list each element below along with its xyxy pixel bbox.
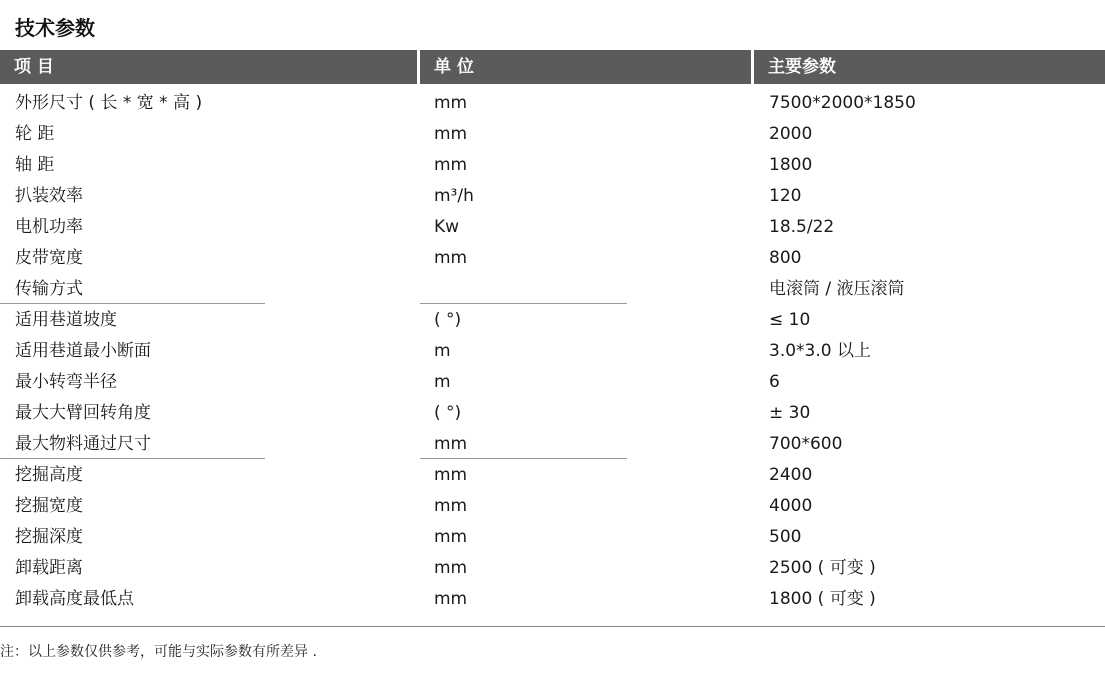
- table-row: [0, 88, 1105, 119]
- cell-unit: mm: [434, 124, 468, 144]
- cell-item: 卸载距离: [15, 558, 83, 578]
- cell-item: 最小转弯半径: [15, 372, 117, 392]
- cell-value: 2500 ( 可变 ): [769, 558, 876, 578]
- cell-item: 适用巷道坡度: [15, 310, 117, 330]
- table-row: [0, 491, 1105, 522]
- table-row: [0, 429, 1105, 460]
- cell-value: 2000: [769, 124, 813, 144]
- cell-unit: mm: [434, 155, 468, 175]
- group-divider: [0, 303, 265, 304]
- header-label-value: 主要参数: [768, 57, 836, 77]
- table-bottom-border: [0, 626, 1105, 627]
- group-divider: [420, 303, 627, 304]
- cell-value: 1800: [769, 155, 813, 175]
- table-row: [0, 367, 1105, 398]
- cell-value: 18.5/22: [769, 217, 835, 237]
- cell-unit: ( °): [434, 403, 462, 423]
- cell-value: 7500*2000*1850: [769, 93, 916, 113]
- table-row: [0, 553, 1105, 584]
- cell-value: 2400: [769, 465, 813, 485]
- header-cell-value: [754, 50, 1105, 84]
- cell-item: 卸载高度最低点: [15, 589, 134, 609]
- cell-item: 电机功率: [15, 217, 83, 237]
- cell-unit: ( °): [434, 310, 462, 330]
- table-row: [0, 181, 1105, 212]
- cell-value: 1800 ( 可变 ): [769, 589, 876, 609]
- header-label-unit: 单 位: [434, 57, 474, 77]
- table-header: [0, 50, 1105, 84]
- cell-value: ≤ 10: [769, 310, 811, 330]
- cell-unit: Kw: [434, 217, 460, 237]
- cell-item: 最大物料通过尺寸: [15, 434, 151, 454]
- cell-unit: mm: [434, 589, 468, 609]
- cell-item: 挖掘宽度: [15, 496, 83, 516]
- footnote: 注：以上参数仅供参考，可能与实际参数有所差异 .: [0, 644, 317, 660]
- cell-value: 700*600: [769, 434, 843, 454]
- cell-item: 传输方式: [15, 279, 83, 299]
- table-row: [0, 522, 1105, 553]
- cell-value: 6: [769, 372, 780, 392]
- cell-unit: mm: [434, 434, 468, 454]
- cell-item: 挖掘深度: [15, 527, 83, 547]
- header-cell-item: [0, 50, 417, 84]
- cell-item: 挖掘高度: [15, 465, 83, 485]
- cell-value: ± 30: [769, 403, 811, 423]
- table-row: [0, 398, 1105, 429]
- header-cell-unit: [420, 50, 751, 84]
- cell-value: 800: [769, 248, 802, 268]
- table-body: [0, 88, 1105, 615]
- cell-unit: mm: [434, 248, 468, 268]
- table-row: [0, 305, 1105, 336]
- cell-value: 120: [769, 186, 802, 206]
- table-row: [0, 460, 1105, 491]
- cell-item: 皮带宽度: [15, 248, 83, 268]
- cell-value: 电滚筒 / 液压滚筒: [769, 279, 905, 299]
- cell-unit: m: [434, 341, 451, 361]
- cell-item: 外形尺寸 ( 长 * 宽 * 高 ): [15, 93, 203, 113]
- table-row: [0, 212, 1105, 243]
- cell-unit: m: [434, 372, 451, 392]
- cell-item: 最大大臂回转角度: [15, 403, 151, 423]
- table-row: [0, 119, 1105, 150]
- header-label-item: 项 目: [14, 57, 54, 77]
- cell-item: 扒装效率: [15, 186, 83, 206]
- cell-item: 适用巷道最小断面: [15, 341, 151, 361]
- cell-item: 轮 距: [15, 124, 55, 144]
- cell-unit: mm: [434, 93, 468, 113]
- cell-unit: mm: [434, 496, 468, 516]
- cell-value: 4000: [769, 496, 813, 516]
- group-divider: [420, 458, 627, 459]
- page-title: 技术参数: [15, 16, 95, 40]
- table-row: [0, 584, 1105, 615]
- cell-item: 轴 距: [15, 155, 55, 175]
- table-row: [0, 243, 1105, 274]
- cell-unit: mm: [434, 527, 468, 547]
- table-row: [0, 274, 1105, 305]
- cell-unit: mm: [434, 465, 468, 485]
- cell-unit: m³/h: [434, 186, 474, 206]
- table-row: [0, 150, 1105, 181]
- cell-value: 3.0*3.0 以上: [769, 341, 871, 361]
- cell-value: 500: [769, 527, 802, 547]
- cell-unit: mm: [434, 558, 468, 578]
- group-divider: [0, 458, 265, 459]
- table-row: [0, 336, 1105, 367]
